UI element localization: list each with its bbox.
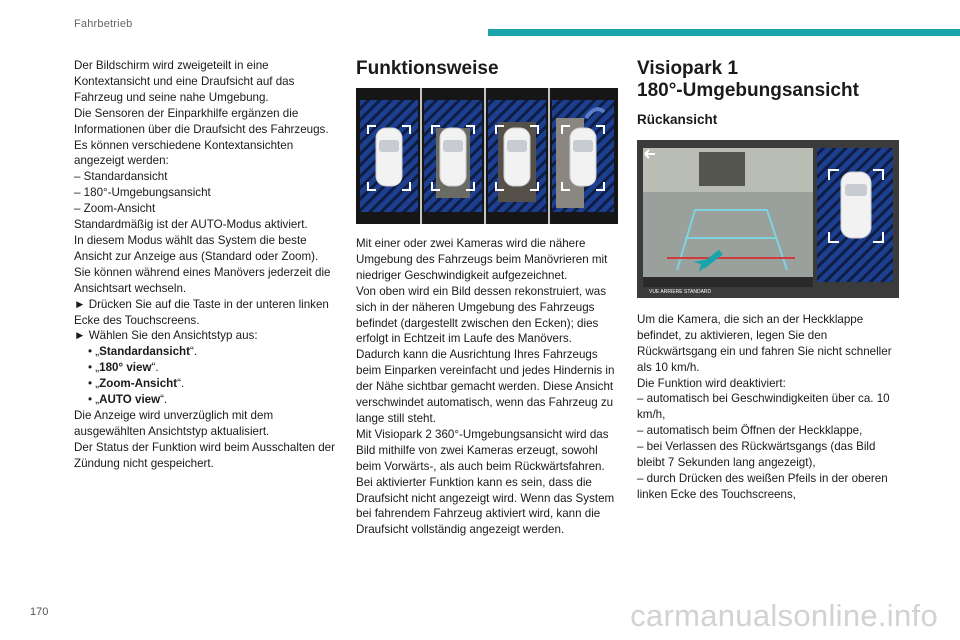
topview-illustration bbox=[356, 88, 618, 224]
view-option: • „Zoom-Ansicht“. bbox=[88, 377, 185, 391]
column-left bbox=[74, 58, 336, 472]
paragraph: Die Sensoren der Einparkhilfe ergänzen die Informationen über die Draufsicht des Fahrzeugs. bbox=[74, 106, 329, 136]
topview-illustration-svg bbox=[356, 88, 618, 224]
paragraph: Der Status der Funktion wird beim Ausschalten der Zündung nicht gespeichert. bbox=[74, 440, 335, 470]
section-heading: Funktionsweise bbox=[356, 58, 499, 79]
paragraph: Der Bildschirm wird zweigeteilt in eine Kontextansicht und eine Draufsicht auf das Fahrzeug und seine nahe Umgebung. bbox=[74, 59, 295, 104]
paragraph: Mit einer oder zwei Kameras wird die nähere Umgebung des Fahrzeugs beim Manövrieren mit niedriger Geschwindigkeit aufgezeichnet. bbox=[356, 237, 608, 282]
list-item: – durch Drücken des weißen Pfeils in der oberen linken Ecke des Touchscreens, bbox=[637, 471, 888, 501]
paragraph: Mit Visiopark 2 360°-Umgebungsansicht wird das Bild mithilfe von zwei Kameras erzeugt, sowohl beim Vorwärts-, als auch beim Rückwärtsfahren. bbox=[356, 427, 609, 473]
paragraph: Von oben wird ein Bild dessen rekonstruiert, was sich in der näheren Umgebung des Fahrzeugs befindet (dargestellt zwischen den Ecken); dies erfolgt in Echtzeit im Laufe des Manövers. bbox=[356, 284, 607, 346]
subsection-heading: Rückansicht bbox=[637, 112, 718, 127]
paragraph: In diesem Modus wählt das System die beste Ansicht zur Anzeige aus (Standard oder Zoom). bbox=[74, 233, 319, 263]
rear-camera-illustration bbox=[637, 140, 899, 298]
section-title: Fahrbetrieb bbox=[74, 18, 133, 30]
paragraph: Bei aktivierter Funktion kann es sein, dass die Draufsicht nicht angezeigt wird. Wenn das System bei fahrendem Fahrzeug aktiviert wird, kann die Draufsicht vollständig angezeigt werden. bbox=[356, 475, 615, 537]
heading-line: Visiopark 1 bbox=[637, 58, 739, 79]
paragraph: Es können verschiedene Kontextansichten angezeigt werden: bbox=[74, 138, 294, 168]
page-number: 170 bbox=[30, 606, 49, 618]
list-item: – Zoom-Ansicht bbox=[74, 202, 156, 216]
paragraph: Dadurch kann die Ausrichtung Ihres Fahrzeugs beim Einparken vereinfacht und jedes Hindernis in der Nähe sichtbar gemacht werden. Diese Ansicht verschwindet automatisch, wenn das Fahrzeug zu lange still steht. bbox=[356, 348, 615, 425]
instruction-step: ► Wählen Sie den Ansichtstyp aus: bbox=[74, 329, 258, 343]
list-item: – bei Verlassen des Rückwärtsgangs (das Bild bleibt 7 Sekunden lang angezeigt), bbox=[637, 440, 876, 470]
section-heading bbox=[637, 58, 899, 102]
paragraph: Die Anzeige wird unverzüglich mit dem ausgewählten Ansichtstyp aktualisiert. bbox=[74, 408, 274, 438]
paragraph: Um die Kamera, die sich an der Heckklappe befindet, zu aktivieren, legen Sie den Rückwärtsgang ein und fahren Sie nicht schneller als 10 km/h. bbox=[637, 312, 892, 374]
paragraph: Die Funktion wird deaktiviert: bbox=[637, 376, 786, 390]
instruction-step: ► Drücken Sie auf die Taste in der unteren linken Ecke des Touchscreens. bbox=[74, 297, 329, 327]
view-option: • „180° view“. bbox=[88, 361, 159, 375]
rear-camera-illustration-svg bbox=[637, 140, 899, 298]
column-right bbox=[637, 58, 899, 503]
list-item: – Standardansicht bbox=[74, 170, 168, 184]
header-accent-bar bbox=[488, 29, 960, 36]
watermark: carmanualsonline.info bbox=[630, 598, 938, 633]
heading-line: 180°-Umgebungsansicht bbox=[637, 80, 859, 101]
paragraph: Standardmäßig ist der AUTO-Modus aktiviert. bbox=[74, 218, 308, 232]
camera-view-label: VUE ARRIERE STANDARD bbox=[649, 288, 712, 295]
view-option: • „Standardansicht“. bbox=[88, 345, 198, 359]
column-middle bbox=[356, 58, 618, 538]
paragraph: Sie können während eines Manövers jederzeit die Ansichtsart wechseln. bbox=[74, 265, 331, 295]
list-item: – 180°-Umgebungsansicht bbox=[74, 186, 211, 200]
list-item: – automatisch bei Geschwindigkeiten über ca. 10 km/h, bbox=[637, 392, 890, 422]
list-item: – automatisch beim Öffnen der Heckklappe, bbox=[637, 424, 863, 438]
view-option: • „AUTO view“. bbox=[88, 393, 168, 407]
